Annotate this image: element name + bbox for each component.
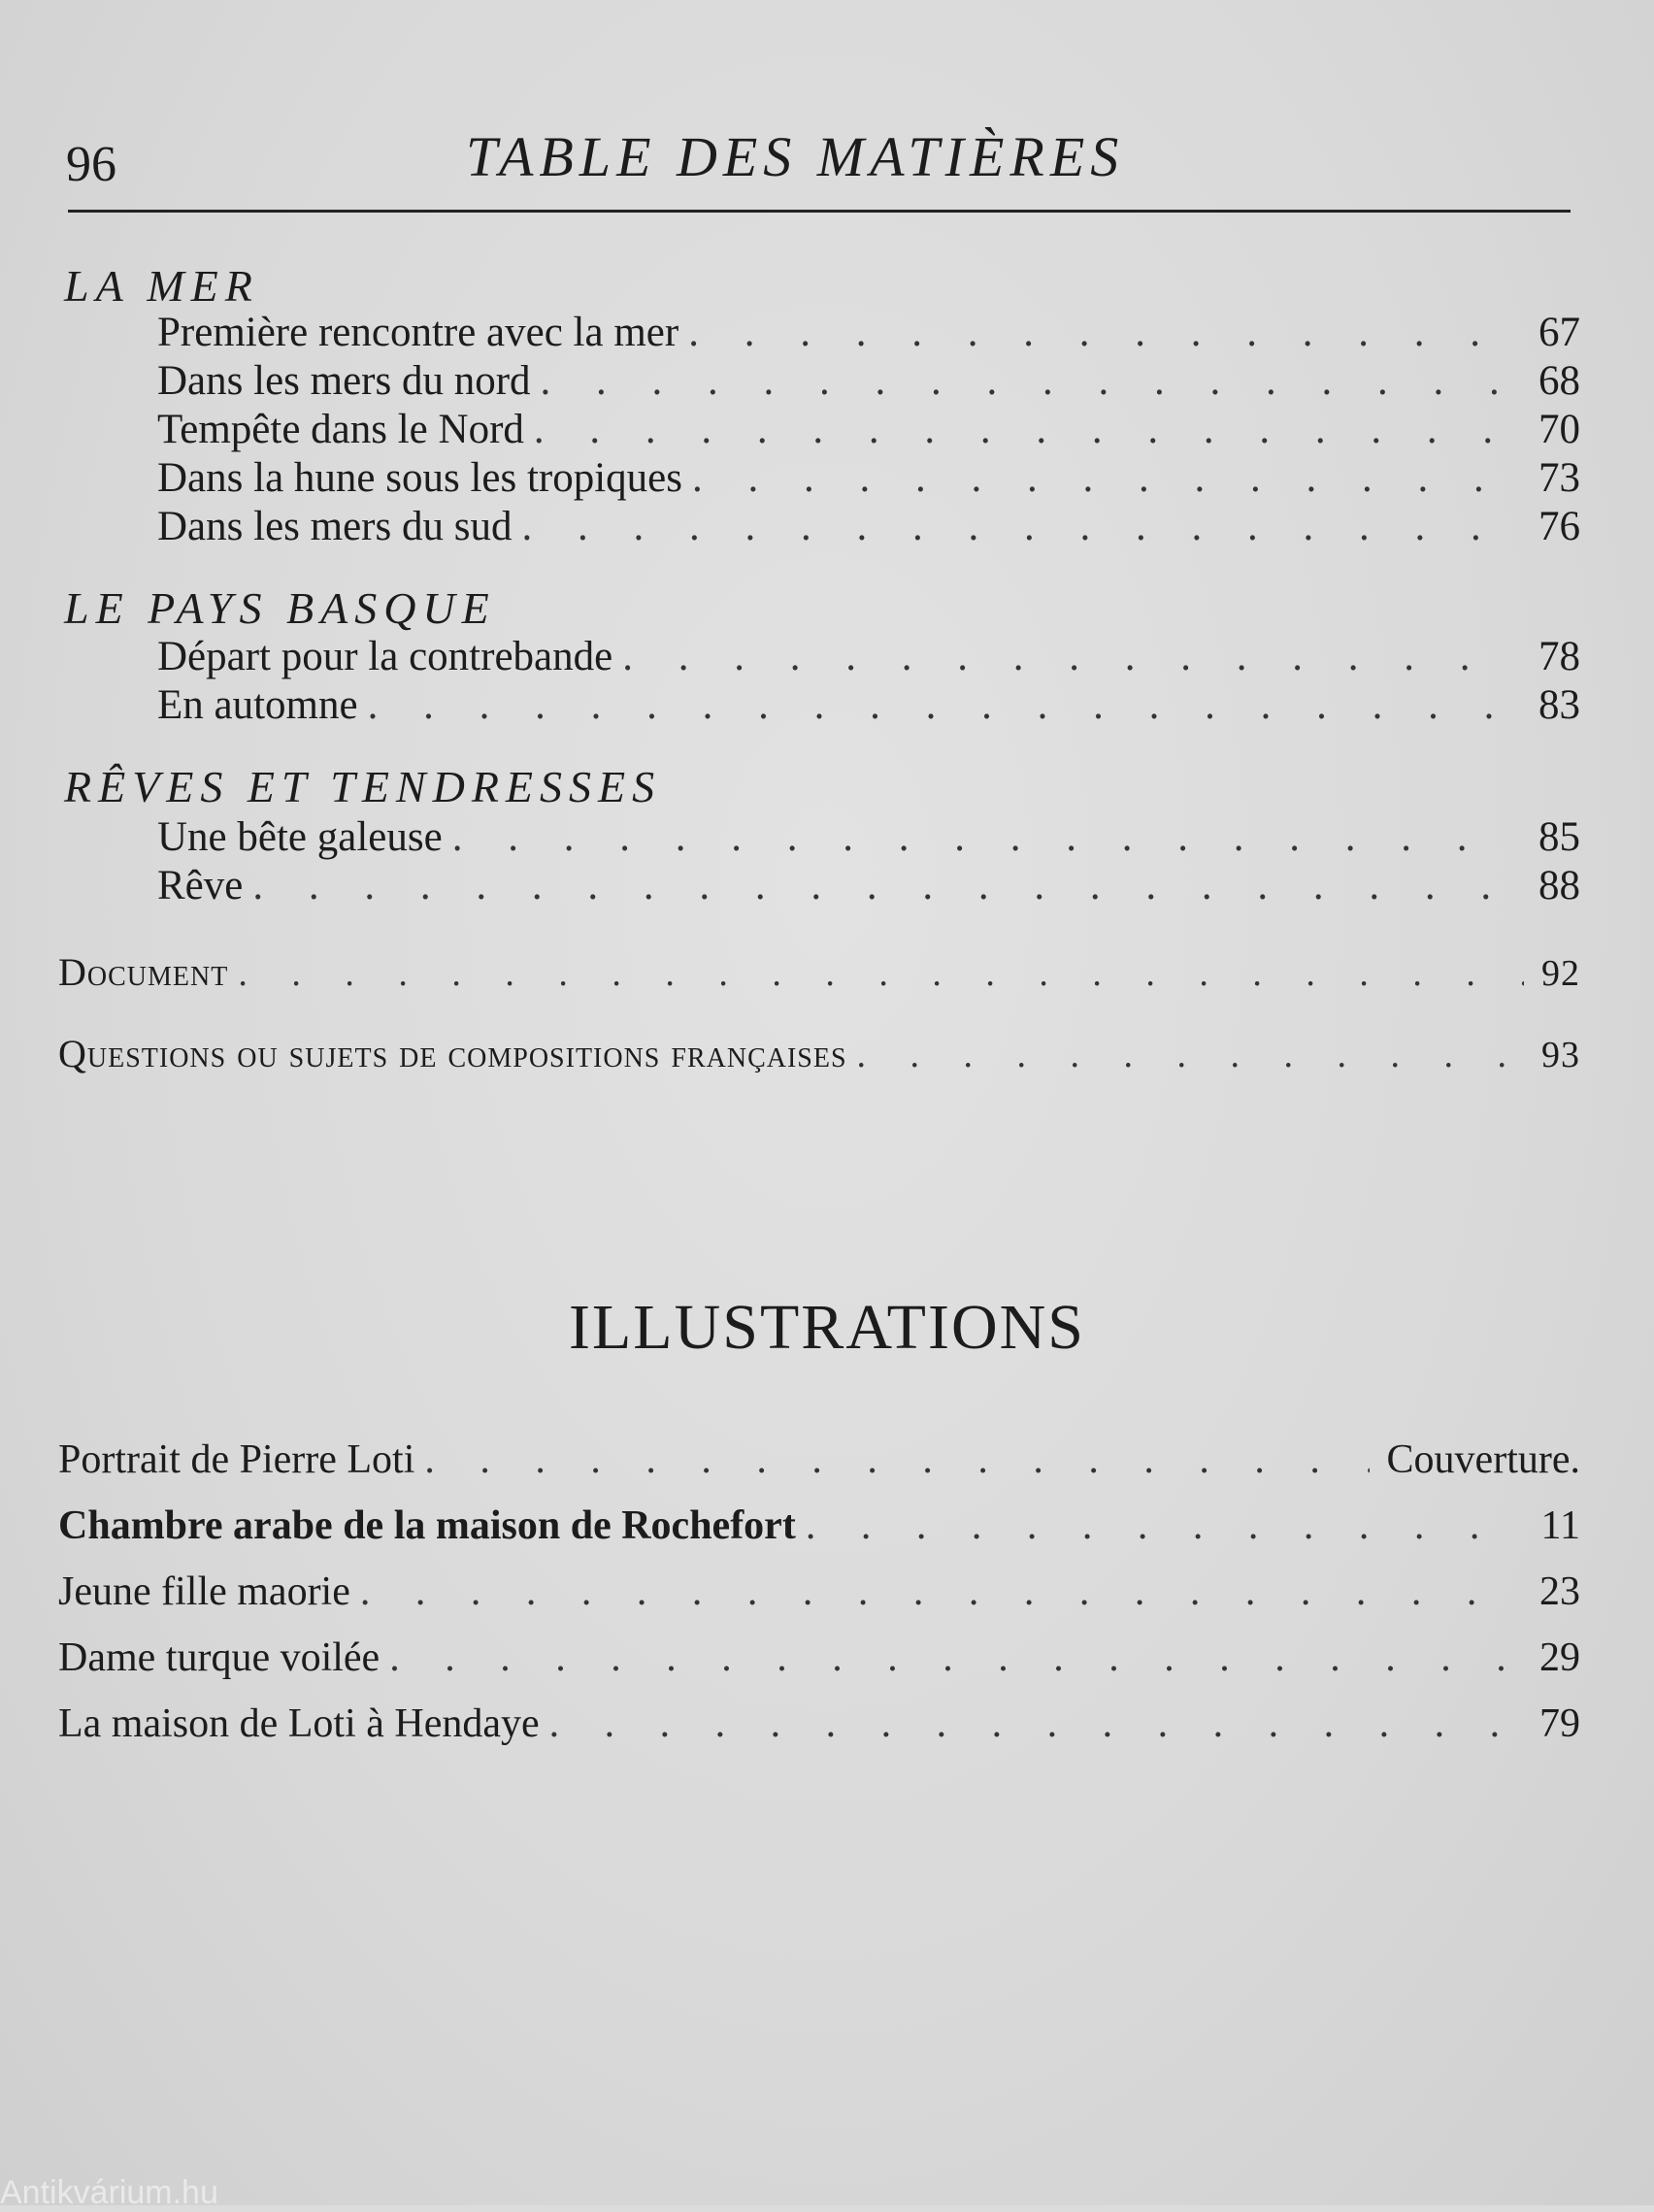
toc-entry[interactable] [157, 681, 1580, 730]
dot-leader [368, 681, 1505, 729]
toc-entry-page: 70 [1538, 407, 1580, 452]
toc-entry-label: Dans les mers du sud [157, 504, 513, 549]
dot-leader [622, 633, 1505, 680]
dot-leader [389, 1634, 1522, 1681]
running-title: TABLE DES MATIÈRES [466, 125, 1125, 188]
watermark: Antikvárium.hu [0, 2174, 218, 2211]
toc-entry-label: Tempête dans le Nord [157, 407, 524, 452]
illustration-page: Couverture. [1386, 1437, 1580, 1482]
illustration-label: Jeune fille maorie [58, 1569, 350, 1614]
dot-leader [360, 1568, 1522, 1615]
illustration-page: 11 [1540, 1503, 1580, 1548]
dot-leader [806, 1502, 1524, 1549]
toc-entry-page: 88 [1538, 863, 1580, 908]
illustration-label: Chambre arabe de la maison de Rochefort [58, 1503, 796, 1548]
dot-leader [541, 357, 1505, 405]
toc-entry-page: 68 [1538, 358, 1580, 404]
illustration-label: Dame turque voilée [58, 1635, 380, 1680]
toc-entry-page: 93 [1541, 1035, 1580, 1075]
dot-leader [238, 952, 1524, 995]
illustration-entry[interactable] [58, 1634, 1580, 1681]
illustration-entry[interactable] [58, 1436, 1580, 1483]
toc-entry-label: Dans la hune sous les tropiques [157, 455, 683, 501]
toc-entry-page: 76 [1538, 504, 1580, 549]
toc-entry-label: En automne [157, 682, 358, 728]
illustration-entry[interactable] [58, 1568, 1580, 1615]
toc-entry[interactable] [157, 357, 1580, 406]
toc-entry-document[interactable] [58, 949, 1580, 995]
toc-entry[interactable] [157, 813, 1580, 862]
illustration-page: 23 [1539, 1569, 1580, 1614]
illustration-entry[interactable] [58, 1502, 1580, 1549]
toc-entry[interactable] [157, 309, 1580, 357]
illustration-page: 79 [1539, 1701, 1580, 1746]
illustration-label: La maison de Loti à Hendaye [58, 1701, 540, 1746]
dot-leader [452, 813, 1505, 861]
toc-entry-label: Questions ou sujets de compositions françaises [58, 1032, 847, 1075]
header-rule [68, 210, 1571, 213]
dot-leader [534, 406, 1505, 453]
toc-entry-page: 73 [1538, 455, 1580, 501]
toc-entry[interactable] [157, 862, 1580, 910]
toc-entry-label: Une bête galeuse [157, 814, 443, 860]
toc-entry-label: Document [58, 950, 229, 994]
toc-entry[interactable] [157, 406, 1580, 454]
toc-entry-label: Dans les mers du nord [157, 358, 531, 404]
toc-entry-page: 83 [1538, 682, 1580, 728]
toc-entry[interactable] [157, 503, 1580, 551]
dot-leader [692, 454, 1505, 502]
page-number: 96 [66, 137, 116, 192]
illustration-label: Portrait de Pierre Loti [58, 1437, 415, 1482]
dot-leader [424, 1436, 1369, 1483]
toc-entry-page: 85 [1538, 814, 1580, 860]
toc-entry-page: 78 [1538, 634, 1580, 679]
toc-entry-label: Départ pour la contrebande [157, 634, 613, 679]
dot-leader [252, 862, 1505, 909]
toc-entry-page: 67 [1538, 310, 1580, 355]
dot-leader [857, 1034, 1524, 1076]
toc-entry-questions[interactable] [58, 1031, 1580, 1076]
toc-entry-label: Rêve [157, 863, 244, 908]
toc-entry-label: Première rencontre avec la mer [157, 310, 679, 355]
toc-entry-page: 92 [1541, 953, 1580, 994]
section-title-la-mer: LA MER [64, 261, 259, 311]
section-title-reves: RÊVES ET TENDRESSES [64, 762, 662, 811]
section-title-pays-basque: LE PAYS BASQUE [64, 583, 496, 633]
illustration-page: 29 [1539, 1635, 1580, 1680]
illustrations-heading: ILLUSTRATIONS [569, 1292, 1085, 1363]
dot-leader [688, 309, 1505, 356]
toc-entry[interactable] [157, 633, 1580, 681]
dot-leader [549, 1700, 1522, 1747]
dot-leader [521, 503, 1505, 550]
toc-entry[interactable] [157, 454, 1580, 503]
illustration-entry[interactable] [58, 1700, 1580, 1747]
